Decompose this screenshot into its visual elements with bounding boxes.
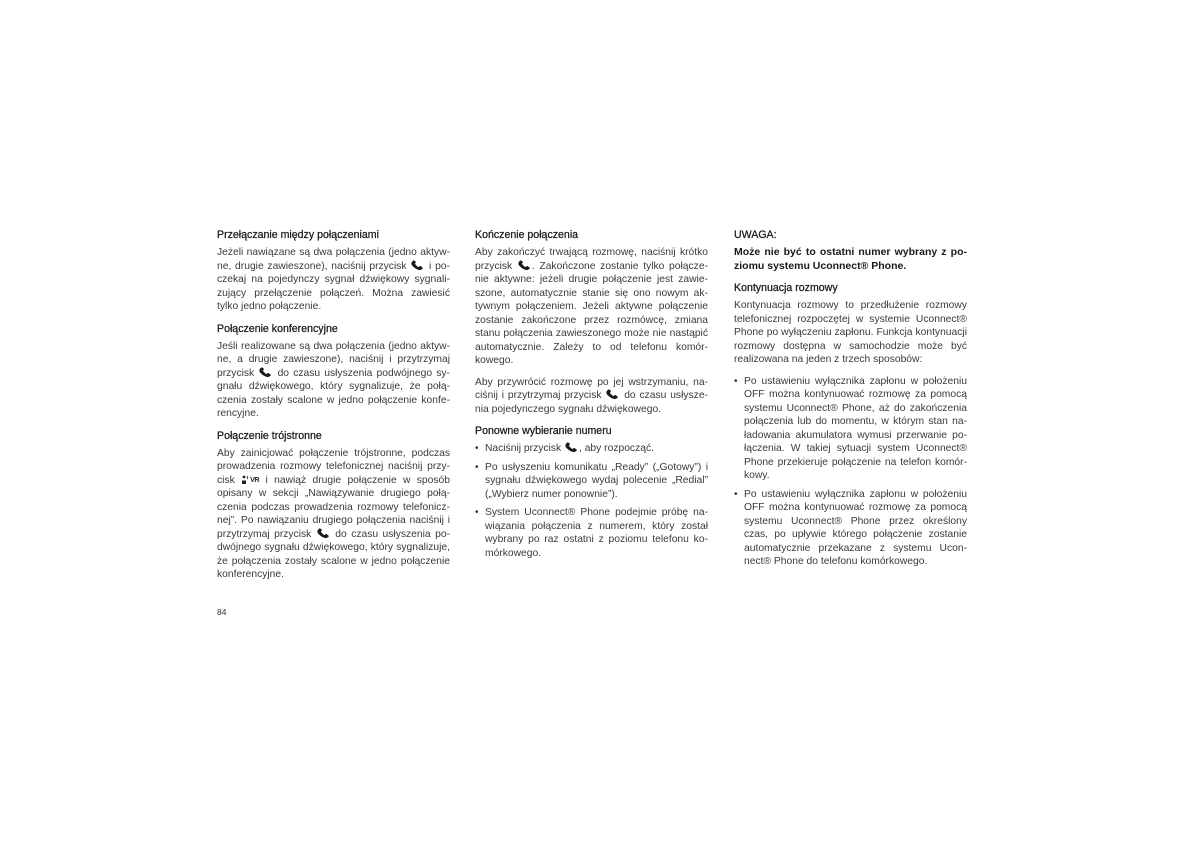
list-item <box>734 375 967 483</box>
bullet: • <box>475 443 479 454</box>
column-1 <box>217 228 450 590</box>
text-resume-1: Aby przywrócić rozmowę po jej wstrzymaniu, naciśnij i przytrzymaj przycisk <box>475 376 708 401</box>
phone-icon <box>410 260 425 271</box>
text-threeway-1: Aby zainicjować połączenie trójstronne, podczas prowadzenia rozmowy telefonicznej naciśnij przycisk <box>217 447 450 486</box>
phone-icon <box>316 528 331 539</box>
vr-label: VR <box>250 476 260 484</box>
redial-steps-list <box>475 442 708 560</box>
text-conference-2: do czasu usłyszenia podwójnego sygnału dźwiękowego, który sygnalizuje, że połączenia zostały scalone w jedno połączenie konferencyjne. <box>217 367 450 419</box>
voice-recognition-icon <box>241 475 259 486</box>
phone-icon <box>564 442 579 453</box>
phone-icon <box>517 260 532 271</box>
heading-call-continuation: Kontynuacja rozmowy <box>734 282 838 294</box>
column-3 <box>734 228 967 574</box>
bullet: • <box>734 488 738 500</box>
text-ending-1: Aby zakończyć trwającą rozmowę, naciśnij krótko przycisk <box>475 247 708 272</box>
bullet: • <box>475 461 479 473</box>
heading-switching-calls: Przełączanie między połączeniami <box>217 229 379 241</box>
phone-icon <box>258 367 273 378</box>
heading-redial: Ponowne wybieranie numeru <box>475 425 612 437</box>
list-item <box>475 442 708 456</box>
text-resume-2: do czasu usłyszenia pojedynczego sygnału dźwiękowego. <box>475 390 708 415</box>
paragraph-switching-calls <box>217 246 450 314</box>
paragraph-conference-call <box>217 340 450 421</box>
text-ending-2: . Zakończone zostanie tylko połączenie aktywne: jeżeli drugie połączenie jest zawieszone, automatycznie stanie się ono nowym aktywnym połączeniem. Jeżeli aktywne połączenie zostanie zakończone przez rozmówcę, zmiana stanu połączenia zawieszonego może nie nastąpić automatycznie. Zależy to od telefonu komórkowego. <box>475 260 708 366</box>
continuation-list <box>734 375 967 569</box>
text-redial-1b: , aby rozpocząć. <box>578 443 654 454</box>
page-number: 84 <box>217 607 227 617</box>
heading-ending-call: Kończenie połączenia <box>475 229 579 241</box>
text-threeway-3: do czasu usłyszenia podwójnego sygnału dźwiękowego, który sygnalizuje, że połączenia zostały scalone w jedno połączenie konferencyjne. <box>217 528 450 580</box>
text-redial-1a: Naciśnij przycisk <box>485 443 562 454</box>
bullet: • <box>475 507 479 518</box>
column-2 <box>475 228 708 565</box>
text-continuation-1: Po ustawieniu wyłącznika zapłonu w położeniu OFF można kontynuować rozmowę za pomocą systemu Uconnect® Phone, aż do zakończenia połączenia lub do momentu, w którym stan naładowania akumulatora wymusi przerwanie połączenia. W takiej sytuacji system Uconnect® Phone przekieruje połączenie na telefon komórkowy. <box>744 375 967 481</box>
text-switching-1: Jeżeli nawiązane są dwa połączenia (jedno aktywne, drugie zawieszone), naciśnij przycisk <box>217 247 450 272</box>
heading-three-way-call: Połączenie trójstronne <box>217 429 322 442</box>
phone-icon <box>605 389 620 400</box>
list-item <box>475 461 708 502</box>
list-item <box>734 488 967 569</box>
list-item <box>475 506 708 560</box>
paragraph-three-way-call <box>217 447 450 582</box>
text-redial-3: System Uconnect® Phone podejmie próbę nawiązania połączenia z numerem, który został wybrany po raz ostatni z poziomu telefonu komórkowego. <box>485 507 708 559</box>
text-threeway-2: i nawiąż drugie połączenie w sposób opisany w sekcji „Nawiązywanie drugiego połączenia podczas prowadzenia rozmowy telefonicznej”. Po nawiązaniu drugiego połączenia naciśnij i przytrzymaj przycisk <box>217 474 450 540</box>
text-redial-2: Po usłyszeniu komunikatu „Ready” („Gotowy”) i sygnału dźwiękowego wydaj polecenie „Redial” („Wybierz numer ponownie”). <box>485 461 708 500</box>
bullet: • <box>734 375 738 387</box>
paragraph-call-continuation: Kontynuacja rozmowy to przedłużenie rozmowy telefonicznej rozpoczętej w systemie Uconnect® Phone po wyłączeniu zapłonu. Funkcja kontynuacji rozmowy dostępna w samochodzie może być realizowana na jeden z trzech sposobów: <box>734 300 967 365</box>
text-conference-1: Jeśli realizowane są dwa połączenia (jedno aktywne, a drugie zawieszone), naciśnij i przytrzymaj przycisk <box>217 340 450 379</box>
speaking-head-icon <box>241 474 250 485</box>
heading-conference-call: Połączenie konferencyjne <box>217 322 338 335</box>
note-text: Może nie być to ostatni numer wybrany z poziomu systemu Uconnect® Phone. <box>734 246 967 272</box>
heading-note: UWAGA: <box>734 229 777 241</box>
paragraph-ending-call <box>475 246 708 368</box>
paragraph-resume-call <box>475 376 708 417</box>
text-switching-2: i poczekaj na pojedynczy sygnał dźwiękowy sygnalizujący przełączenie połączeń. Można zawiesić tylko jedno połączenie. <box>217 260 450 312</box>
text-continuation-2: Po ustawieniu wyłącznika zapłonu w położeniu OFF można kontynuować rozmowę za pomocą systemu Uconnect® Phone przez określony czas, po upływie którego połączenie zostanie automatycznie przekazane z systemu Uconnect® Phone do telefonu komórkowego. <box>744 488 967 567</box>
